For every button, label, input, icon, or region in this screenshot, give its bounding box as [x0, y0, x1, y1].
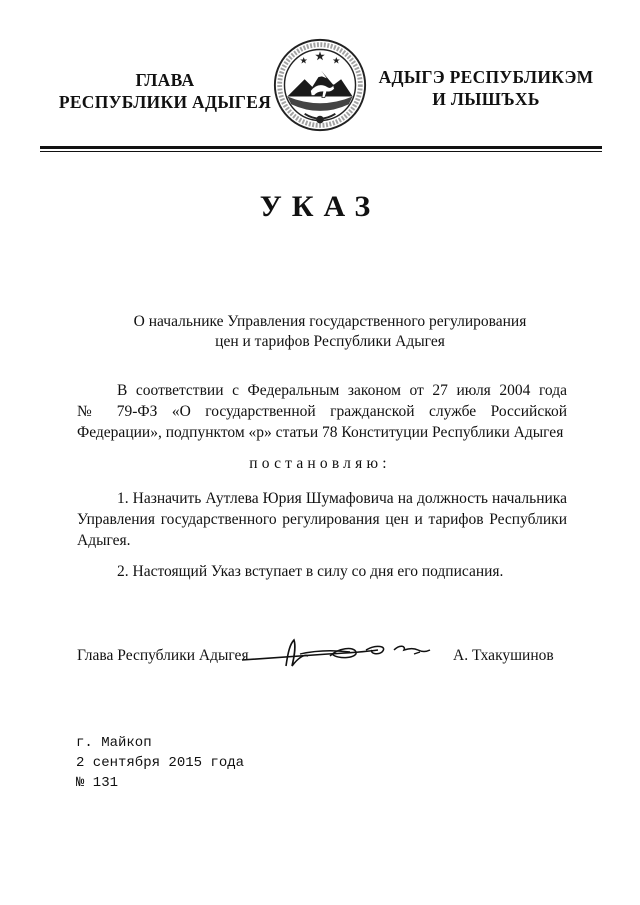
signatory-name: А. Тхакушинов — [453, 647, 554, 664]
issuer-line-2: РЕСПУБЛИКИ АДЫГЕЯ — [58, 92, 272, 112]
item-1-line-2: Управления государственного регулирования цен и тарифов Республики — [77, 511, 567, 528]
header-rule-thin — [40, 151, 602, 152]
item-2: 2. Настоящий Указ вступает в силу со дня его подписания. — [117, 563, 504, 580]
preamble-line-1: В соответствии с Федеральным законом от 27 июля 2004 года — [117, 382, 567, 399]
issuer-title-russian — [40, 69, 290, 113]
issue-date: 2 сентября 2015 года — [76, 755, 245, 771]
decree-word: постановляю: — [249, 455, 391, 472]
issuer-line-1: ГЛАВА — [135, 70, 195, 90]
issuer-line-adyghe-2: И ЛЫШЪХЬ — [432, 89, 540, 109]
handwritten-signature — [238, 636, 438, 672]
issue-city: г. Майкоп — [76, 735, 152, 751]
item-1-line-1: 1. Назначить Аутлева Юрия Шумафовича на должность начальника — [117, 490, 567, 507]
decree-number: № 131 — [76, 775, 119, 791]
preamble-line-2: № 79-ФЗ «О государственной гражданской службе Российской — [77, 403, 567, 420]
subject-line-2: цен и тарифов Республики Адыгея — [215, 333, 445, 350]
issuer-title-adyghe — [372, 66, 600, 110]
document-title: УКАЗ — [259, 190, 381, 223]
subject-line-1: О начальнике Управления государственного регулирования — [133, 313, 527, 330]
header-rule-thick — [40, 146, 602, 149]
issuer-line-adyghe-1: АДЫГЭ РЕСПУБЛИКЭМ — [378, 67, 594, 87]
item-1-line-3: Адыгея. — [77, 532, 131, 549]
coat-of-arms-emblem — [272, 37, 368, 133]
preamble-line-3: Федерации», подпунктом «р» статьи 78 Конституции Республики Адыгея — [77, 424, 564, 441]
signatory-position: Глава Республики Адыгея — [77, 647, 249, 664]
